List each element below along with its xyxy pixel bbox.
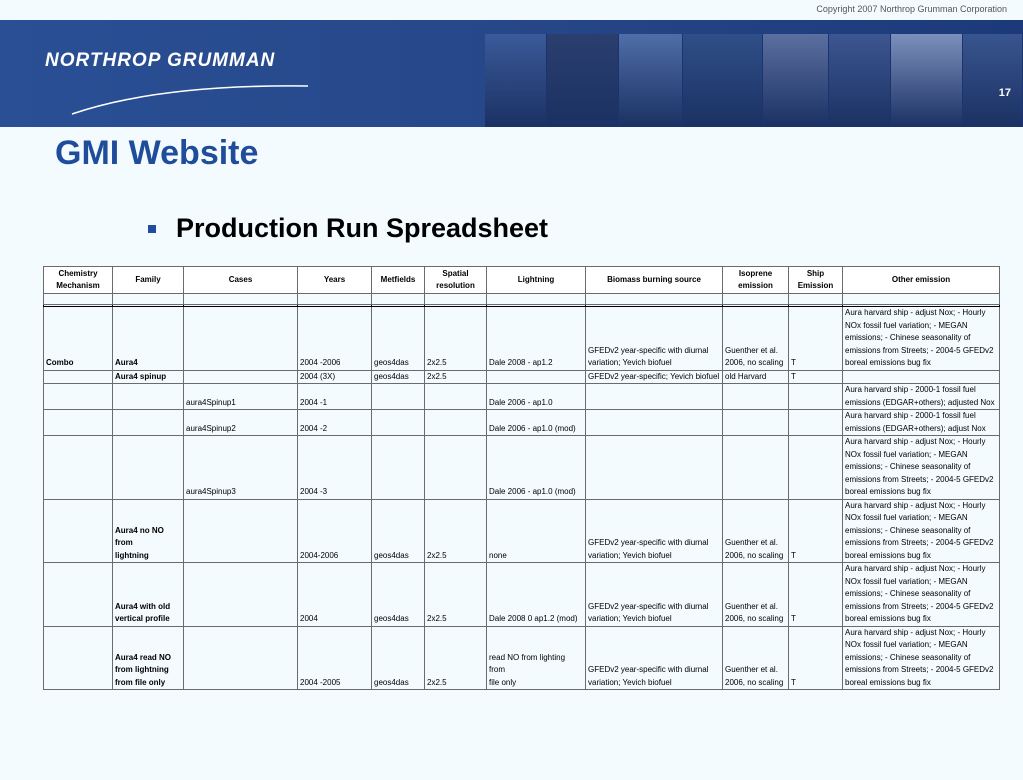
table-row	[44, 563, 1000, 627]
cell-family	[113, 563, 184, 627]
cell-text: Aura4	[115, 358, 138, 367]
column-header-text: Other emission	[891, 274, 951, 284]
cell-text: 2x2.5	[427, 614, 447, 623]
cell-cases	[184, 384, 298, 410]
cell-text: Aura harvard ship - adjust Nox; - Hourly	[845, 437, 986, 446]
column-header	[843, 267, 1000, 294]
cell-mechanism	[44, 370, 113, 384]
cell-resolution	[425, 563, 487, 627]
cell-cases	[184, 370, 298, 384]
column-header	[789, 267, 843, 294]
cell-text: Combo	[46, 358, 74, 367]
cell-text: boreal emissions bug fix	[845, 614, 931, 623]
circuit-chip-photo	[763, 34, 829, 127]
cell-family	[113, 370, 184, 384]
cell-lightning	[487, 370, 586, 384]
cell-text: vertical profile	[115, 614, 170, 623]
cell-text: from file only	[115, 677, 166, 687]
cell-cases	[184, 410, 298, 436]
column-header	[113, 267, 184, 294]
cell-text: 2004 -1	[300, 397, 328, 407]
cell-isoprene	[723, 410, 789, 436]
column-header-text: emission	[738, 281, 773, 290]
square-bullet-icon	[148, 225, 156, 233]
cell-text: 2006, no scaling	[725, 358, 784, 367]
column-header-text: Emission	[797, 281, 834, 290]
cell-text: GFEDv2 year-specific with diurnal	[588, 538, 709, 547]
building-photo	[619, 34, 683, 127]
cell-isoprene	[723, 436, 789, 500]
column-header-text: Family	[135, 274, 161, 284]
column-header	[586, 267, 723, 294]
cell-text: emissions from Streets; - 2004-5 GFEDv2	[845, 538, 994, 547]
table-cell	[723, 294, 789, 305]
cell-text: 2004 (3X)	[300, 371, 336, 381]
cell-text: 2x2.5	[427, 358, 447, 367]
cell-text: GFEDv2 year-specific with diurnal	[588, 601, 709, 611]
cell-text: Aura4 read NO	[115, 652, 172, 662]
cell-years	[298, 307, 372, 371]
cell-lightning	[487, 563, 586, 627]
cell-years	[298, 499, 372, 563]
blank-row	[44, 294, 1000, 305]
table-row	[44, 370, 1000, 384]
cell-text: geos4das	[374, 358, 409, 367]
table-cell	[372, 294, 425, 305]
cell-family	[113, 410, 184, 436]
cell-years	[298, 410, 372, 436]
production-run-table	[43, 266, 1000, 690]
fireworks-photo	[547, 34, 619, 127]
cell-text: boreal emissions bug fix	[845, 550, 931, 560]
cell-text: Guenther et al.	[725, 601, 778, 611]
cell-years	[298, 626, 372, 690]
cell-text: Dale 2006 - ap1.0 (mod)	[489, 423, 576, 433]
cell-family	[113, 307, 184, 371]
cell-text: file only	[489, 677, 517, 687]
cell-resolution	[425, 370, 487, 384]
cell-text: emissions from Streets; - 2004-5 GFEDv2	[845, 601, 994, 611]
cell-text: 2006, no scaling	[725, 614, 784, 623]
cell-mechanism	[44, 384, 113, 410]
cell-other	[843, 410, 1000, 436]
cell-text: emissions (EDGAR+others); adjust Nox	[845, 423, 986, 433]
column-header-text: Ship	[806, 268, 825, 278]
cell-metfields	[372, 499, 425, 563]
cell-text: Aura harvard ship - adjust Nox; - Hourly	[845, 500, 986, 510]
cell-text: 2004 -3	[300, 487, 328, 496]
cell-text: emissions from Streets; - 2004-5 GFEDv2	[845, 474, 994, 484]
column-header	[487, 267, 586, 294]
cell-years	[298, 436, 372, 500]
cell-text: 2004 -2006	[300, 358, 341, 367]
cell-metfields	[372, 563, 425, 627]
cell-lightning	[487, 384, 586, 410]
cell-other	[843, 499, 1000, 563]
cell-metfields	[372, 307, 425, 371]
seal-emblem-photo	[829, 34, 891, 127]
cell-years	[298, 384, 372, 410]
cell-text: Aura harvard ship - adjust Nox; - Hourly	[845, 308, 986, 317]
table-cell	[843, 294, 1000, 305]
cell-resolution	[425, 626, 487, 690]
cell-text: aura4Spinup1	[186, 397, 236, 407]
cell-text: GFEDv2 year-specific with diurnal	[588, 665, 709, 674]
table-cell	[789, 294, 843, 305]
column-header-text: Mechanism	[56, 281, 100, 290]
cell-years	[298, 563, 372, 627]
cell-text: aura4Spinup3	[186, 487, 236, 496]
cell-ship	[789, 410, 843, 436]
bullet-text: Production Run Spreadsheet	[176, 213, 549, 243]
table-cell	[487, 294, 586, 305]
cell-ship	[789, 499, 843, 563]
cell-text: read NO from lighting from	[489, 652, 566, 674]
cell-text: T	[791, 677, 796, 687]
cell-other	[843, 370, 1000, 384]
cell-text: variation; Yevich biofuel	[588, 614, 672, 623]
cell-other	[843, 436, 1000, 500]
cell-text: boreal emissions bug fix	[845, 677, 931, 687]
cell-text: Aura4 no NO from	[115, 525, 164, 547]
column-header	[723, 267, 789, 294]
cell-mechanism	[44, 626, 113, 690]
column-header	[184, 267, 298, 294]
cell-isoprene	[723, 370, 789, 384]
cell-other	[843, 563, 1000, 627]
cell-text: 2006, no scaling	[725, 677, 784, 687]
cell-isoprene	[723, 626, 789, 690]
cell-cases	[184, 307, 298, 371]
cell-text: GFEDv2 year-specific; Yevich biofuel	[588, 371, 720, 381]
slide-number: 17	[998, 87, 1011, 99]
cell-text: 2x2.5	[427, 677, 447, 687]
cell-text: aura4Spinup2	[186, 423, 236, 433]
cell-mechanism	[44, 436, 113, 500]
cell-text: T	[791, 550, 796, 560]
cell-text: T	[791, 358, 796, 367]
cell-biomass	[586, 307, 723, 371]
people-at-workstation-photo	[963, 34, 1023, 127]
cell-cases	[184, 563, 298, 627]
cell-text: Guenther et al.	[725, 665, 778, 674]
cell-text: Aura harvard ship - 2000-1 fossil fuel	[845, 385, 976, 394]
cell-text: Aura harvard ship - adjust Nox; - Hourly	[845, 564, 986, 573]
cell-metfields	[372, 370, 425, 384]
table-cell	[425, 294, 487, 305]
cell-biomass	[586, 384, 723, 410]
column-header-text: Years	[323, 274, 346, 284]
cell-family	[113, 626, 184, 690]
cell-text: 2004 -2	[300, 423, 328, 433]
copyright-notice: Copyright 2007 Northrop Grumman Corporation	[816, 4, 1007, 14]
header-banner	[0, 20, 1023, 127]
cell-ship	[789, 307, 843, 371]
column-header	[372, 267, 425, 294]
table-cell	[44, 294, 113, 305]
table-row	[44, 499, 1000, 563]
cell-biomass	[586, 563, 723, 627]
cell-mechanism	[44, 563, 113, 627]
cell-text: boreal emissions bug fix	[845, 358, 931, 367]
cell-text: Dale 2006 - ap1.0	[489, 397, 553, 407]
cell-biomass	[586, 436, 723, 500]
table-row	[44, 410, 1000, 436]
person-at-computer-photo	[485, 34, 547, 127]
cell-text: T	[791, 614, 796, 623]
table-cell	[586, 294, 723, 305]
cell-text: Aura4 with old	[115, 601, 171, 611]
cell-text: old Harvard	[725, 371, 767, 381]
cell-text: Guenther et al.	[725, 538, 778, 547]
cell-mechanism	[44, 307, 113, 371]
cell-text: geos4das	[374, 371, 409, 381]
column-header-text: Metfields	[380, 274, 416, 284]
cell-family	[113, 436, 184, 500]
cell-family	[113, 499, 184, 563]
cell-text: geos4das	[374, 550, 409, 560]
column-header-text: Cases	[228, 274, 253, 284]
cell-mechanism	[44, 499, 113, 563]
cell-text: Aura4 spinup	[115, 371, 167, 381]
page-title: GMI Website	[55, 134, 259, 172]
column-header	[425, 267, 487, 294]
table-row	[44, 384, 1000, 410]
cell-text: NOx fossil fuel variation; - MEGAN	[845, 449, 968, 459]
cell-lightning	[487, 626, 586, 690]
cell-resolution	[425, 384, 487, 410]
cell-other	[843, 307, 1000, 371]
cell-cases	[184, 499, 298, 563]
cell-biomass	[586, 626, 723, 690]
cell-metfields	[372, 626, 425, 690]
cell-text: emissions; - Chinese seasonality of	[845, 333, 971, 342]
table-cell	[184, 294, 298, 305]
column-header-text: Biomass burning source	[607, 274, 701, 284]
cell-text: GFEDv2 year-specific with diurnal	[588, 345, 709, 355]
column-header-text: Spatial	[442, 268, 469, 278]
cell-ship	[789, 384, 843, 410]
cell-text: Dale 2006 - ap1.0 (mod)	[489, 487, 576, 496]
cell-biomass	[586, 499, 723, 563]
cell-text: 2x2.5	[427, 371, 447, 381]
cell-text: NOx fossil fuel variation; - MEGAN	[845, 576, 968, 586]
cell-cases	[184, 436, 298, 500]
photo-collage	[485, 34, 1023, 127]
column-header	[298, 267, 372, 294]
cell-isoprene	[723, 307, 789, 371]
cell-text: geos4das	[374, 677, 409, 687]
cell-resolution	[425, 499, 487, 563]
cell-metfields	[372, 410, 425, 436]
cell-text: emissions; - Chinese seasonality of	[845, 462, 971, 471]
bullet-item	[148, 213, 548, 244]
cell-text: 2004 -2005	[300, 677, 341, 687]
cell-text: emissions from Streets; - 2004-5 GFEDv2	[845, 345, 994, 355]
table-row	[44, 307, 1000, 371]
cell-text: variation; Yevich biofuel	[588, 358, 672, 367]
cell-text: T	[791, 371, 796, 381]
cell-text: 2x2.5	[427, 550, 447, 560]
cell-lightning	[487, 307, 586, 371]
cell-isoprene	[723, 499, 789, 563]
cell-text: NOx fossil fuel variation; - MEGAN	[845, 640, 968, 649]
cell-lightning	[487, 499, 586, 563]
table-row	[44, 436, 1000, 500]
cell-ship	[789, 563, 843, 627]
cell-resolution	[425, 436, 487, 500]
cell-text: Dale 2008 0 ap1.2 (mod)	[489, 614, 578, 623]
cell-resolution	[425, 410, 487, 436]
cell-isoprene	[723, 384, 789, 410]
cell-text: emissions; - Chinese seasonality of	[845, 589, 971, 598]
cell-other	[843, 626, 1000, 690]
cell-text: emissions; - Chinese seasonality of	[845, 652, 971, 662]
cell-text: Aura harvard ship - 2000-1 fossil fuel	[845, 411, 976, 420]
cell-ship	[789, 436, 843, 500]
cell-lightning	[487, 410, 586, 436]
northrop-grumman-logo: NORTHROP GRUMMAN	[45, 50, 276, 71]
cell-text: NOx fossil fuel variation; - MEGAN	[845, 320, 968, 330]
cell-lightning	[487, 436, 586, 500]
column-header-text: resolution	[436, 281, 475, 290]
logo-swoosh-icon	[70, 76, 310, 116]
table-header-row	[44, 267, 1000, 294]
cell-ship	[789, 626, 843, 690]
cell-family	[113, 384, 184, 410]
table-row	[44, 626, 1000, 690]
cell-metfields	[372, 384, 425, 410]
cell-text: Guenther et al.	[725, 345, 778, 355]
cell-text: Dale 2008 - ap1.2	[489, 358, 553, 367]
cell-text: boreal emissions bug fix	[845, 487, 931, 496]
satellite-dish-photo	[683, 34, 763, 127]
cell-other	[843, 384, 1000, 410]
cell-ship	[789, 370, 843, 384]
cell-resolution	[425, 307, 487, 371]
table-cell	[298, 294, 372, 305]
cell-biomass	[586, 370, 723, 384]
cell-text: lightning	[115, 550, 149, 560]
column-header-text: Isoprene	[738, 268, 773, 278]
cell-text: variation; Yevich biofuel	[588, 677, 672, 687]
cell-text: variation; Yevich biofuel	[588, 550, 672, 560]
column-header-text: Chemistry	[58, 268, 98, 278]
cell-text: emissions (EDGAR+others); adjusted Nox	[845, 397, 995, 407]
cell-biomass	[586, 410, 723, 436]
cell-text: geos4das	[374, 614, 409, 623]
cell-text: emissions; - Chinese seasonality of	[845, 525, 971, 535]
table-cell	[113, 294, 184, 305]
cell-text: NOx fossil fuel variation; - MEGAN	[845, 513, 968, 522]
cell-metfields	[372, 436, 425, 500]
column-header	[44, 267, 113, 294]
cell-text: 2004-2006	[300, 550, 339, 560]
cell-mechanism	[44, 410, 113, 436]
cell-text: emissions from Streets; - 2004-5 GFEDv2	[845, 665, 994, 674]
cell-isoprene	[723, 563, 789, 627]
cell-text: 2004	[300, 614, 318, 623]
cell-cases	[184, 626, 298, 690]
capitol-building-photo	[891, 34, 963, 127]
cell-text: from lightning	[115, 665, 169, 674]
cell-text: Aura harvard ship - adjust Nox; - Hourly	[845, 627, 986, 637]
column-header-text: Lightning	[517, 274, 555, 284]
cell-text: none	[489, 550, 507, 560]
cell-text: 2006, no scaling	[725, 550, 784, 560]
cell-years	[298, 370, 372, 384]
